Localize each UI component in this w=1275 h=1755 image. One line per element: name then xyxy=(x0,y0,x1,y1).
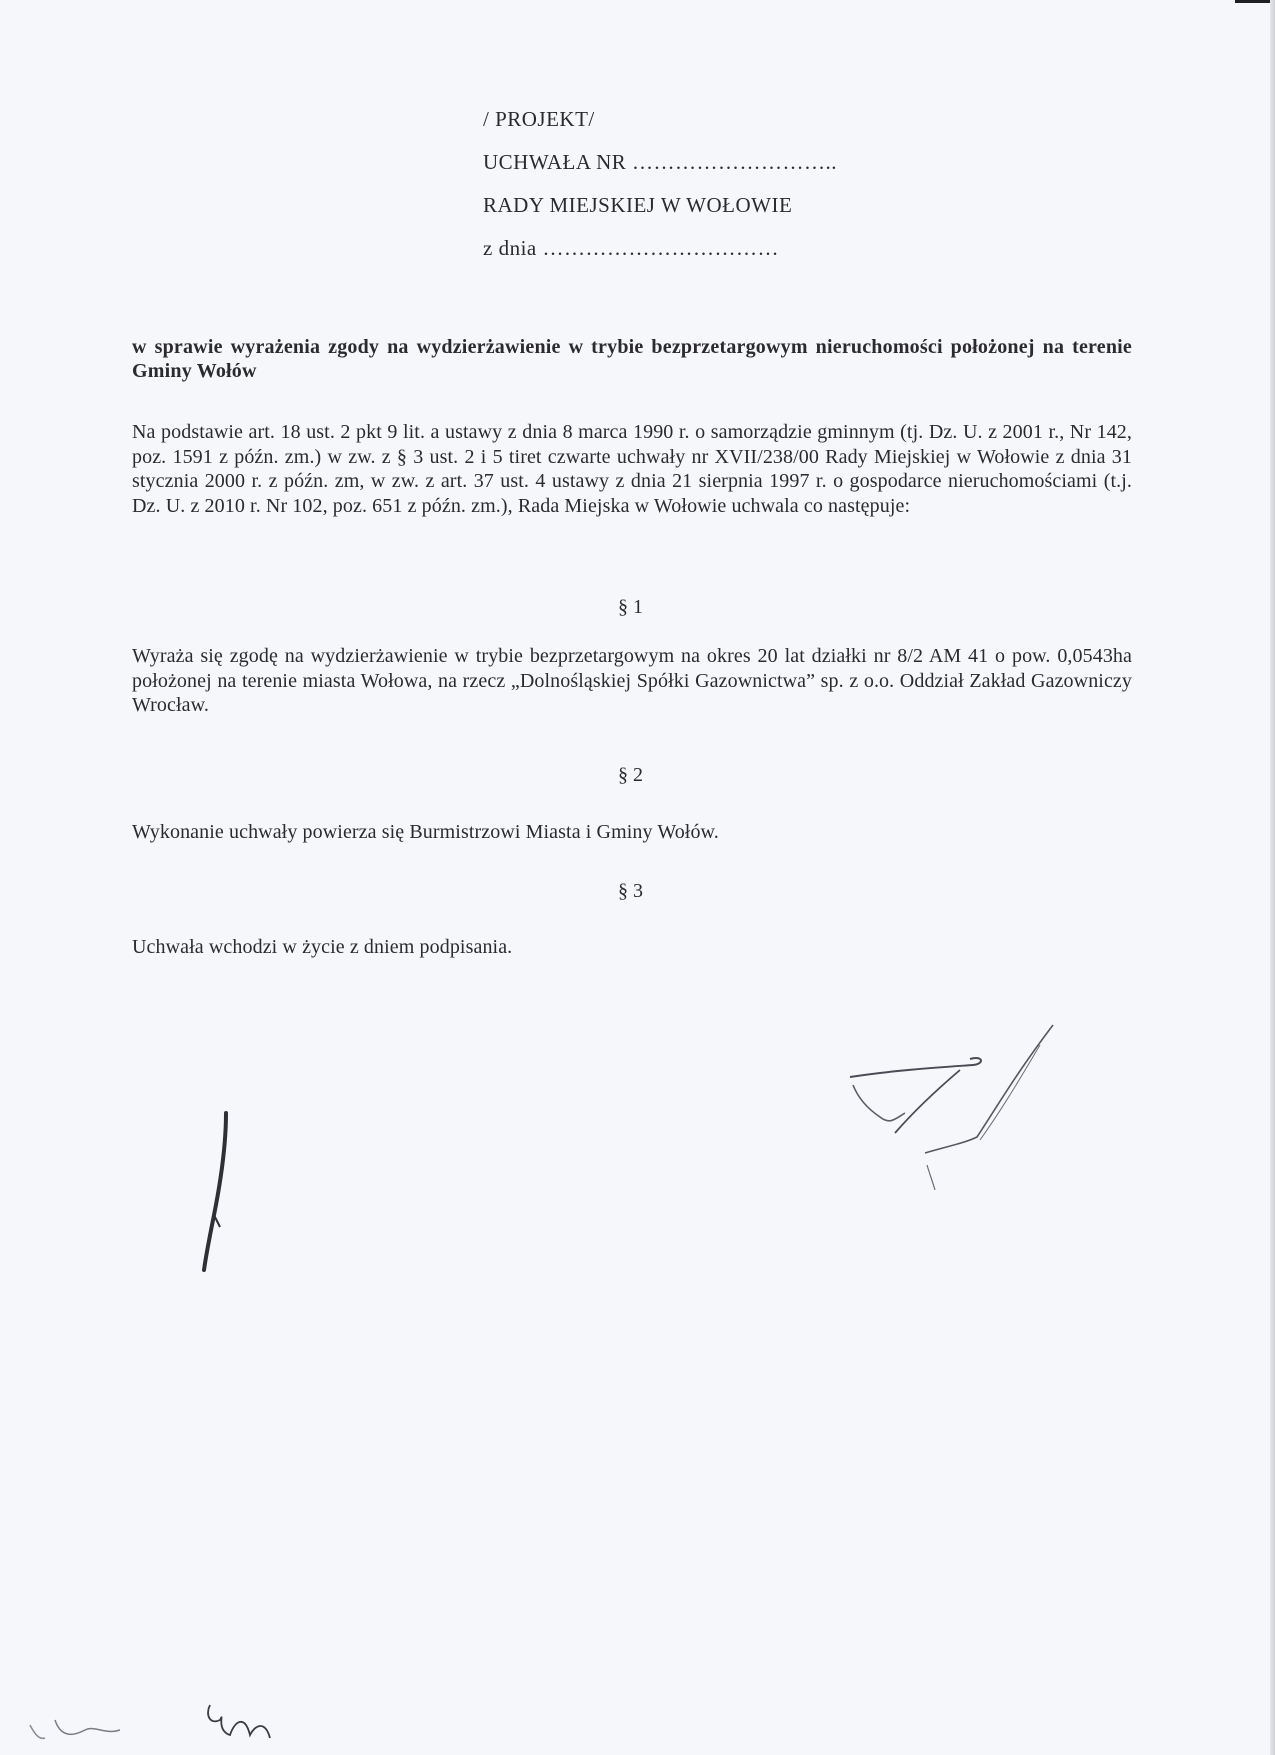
section-3-text: Uchwała wchodzi w życie z dniem podpisania. xyxy=(132,936,513,958)
section-1-mark: § 1 xyxy=(618,596,643,618)
resolution-subject: w sprawie wyrażenia zgody na wydzierżawienie w trybie bezprzetargowym nieruchomości położonej na terenie Gminy Wołów xyxy=(132,336,1132,382)
scan-edge-top xyxy=(1235,0,1275,3)
section-1-text: Wyraża się zgodę na wydzierżawienie w trybie bezprzetargowym na okres 20 lat działki nr 8/2 AM 41 o pow. 0,0543ha położonej na terenie miasta Wołowa, na rzecz „Dolnośląskiej Spółki Gazownictwa” sp. z o.o. Oddział Zakład Gazowniczy Wrocław. xyxy=(132,645,1132,716)
bottom-initials xyxy=(10,1690,310,1750)
scan-edge-right xyxy=(1270,0,1275,1755)
handwritten-signature xyxy=(835,1015,1065,1225)
initials-mark xyxy=(190,1105,250,1275)
section-2-mark: § 2 xyxy=(618,764,643,786)
resolution-number: UCHWAŁA NR ……………………….. xyxy=(483,150,838,174)
section-2-text: Wykonanie uchwały powierza się Burmistrzowi Miasta i Gminy Wołów. xyxy=(132,821,719,843)
draft-label: / PROJEKT/ xyxy=(483,107,595,131)
resolution-date: z dnia …………………………… xyxy=(483,236,779,260)
legal-basis: Na podstawie art. 18 ust. 2 pkt 9 lit. a ustawy z dnia 8 marca 1990 r. o samorządzie gminnym (tj. Dz. U. z 2001 r., Nr 142, poz. 1591 z późn. zm.) w zw. z § 3 ust. 2 i 5 tiret czwarte uchwały nr XVII/238/00 Rady Miejskiej w Wołowie z dnia 31 stycznia 2000 r. z późn. zm, w zw. z art. 37 ust. 4 ustawy z dnia 21 sierpnia 1997 r. o gospodarce nieruchomościami (t.j. Dz. U. z 2010 r. Nr 102, poz. 651 z późn. zm.), Rada Miejska w Wołowie uchwala co następuje: xyxy=(132,421,1132,517)
council-name: RADY MIEJSKIEJ W WOŁOWIE xyxy=(483,193,793,217)
section-3-mark: § 3 xyxy=(618,880,643,902)
